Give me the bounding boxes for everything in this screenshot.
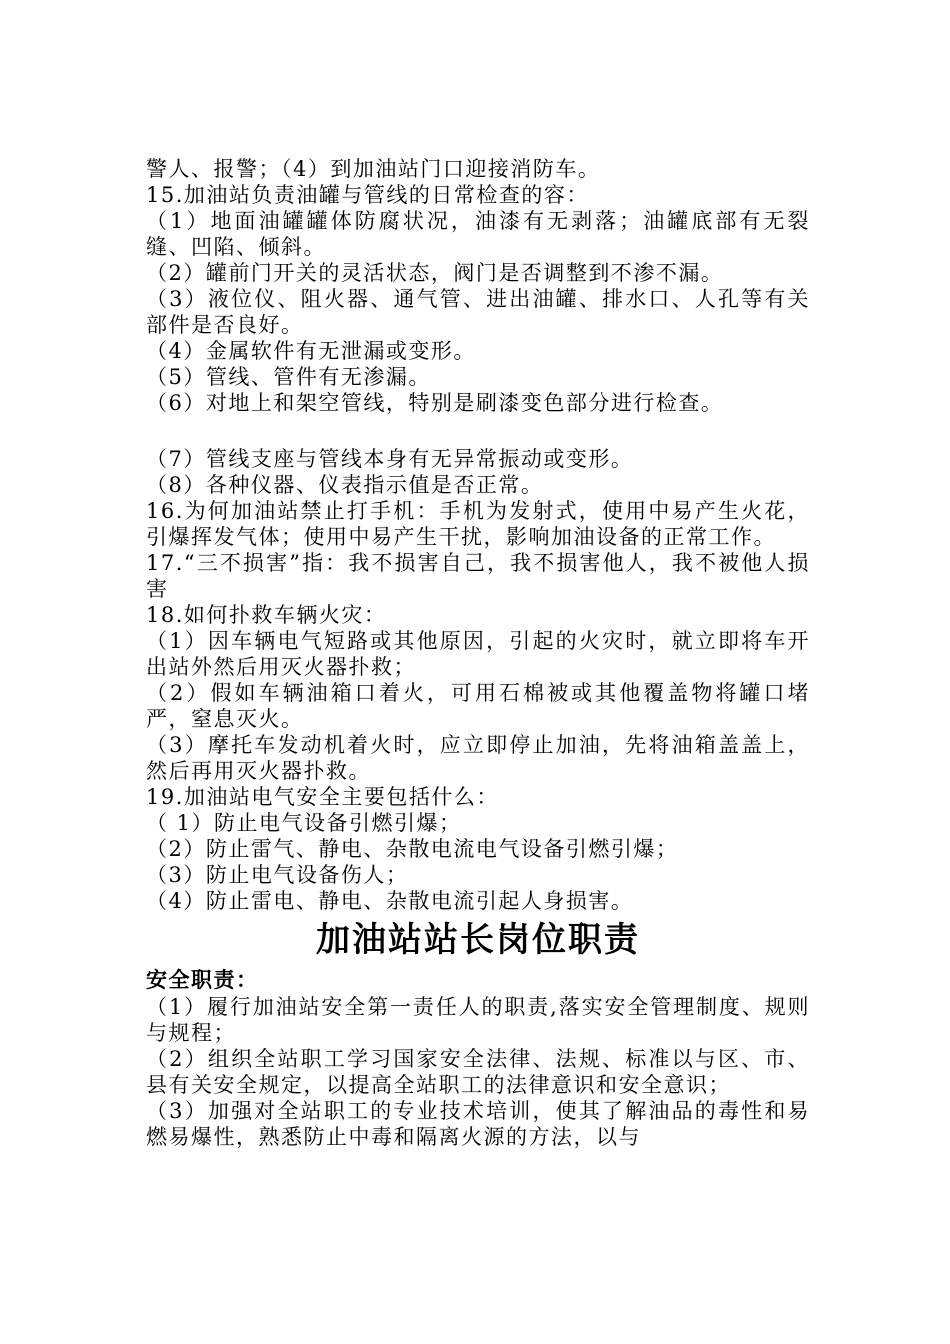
paragraph: （3）加强对全站职工的专业技术培训，使其了解油品的毒性和易燃易爆性，熟悉防止中毒和隔离火源的方法，以与 [146,1099,810,1149]
paragraph: （2）假如车辆油箱口着火，可用石棉被或其他覆盖物将罐口堵严，窒息灭火。 [146,681,810,731]
paragraph-group-b [146,446,810,914]
paragraph: （3）防止电气设备伤人； [146,863,409,887]
paragraph: 18.如何扑救车辆火灾： [146,603,387,627]
subheading: 安全职责： [146,968,259,992]
paragraph: 17.“三不损害”指：我不损害自己，我不损害他人，我不被他人损害 [146,551,810,601]
paragraph: （3）液位仪、阻火器、通气管、进出油罐、排水口、人孔等有关部件是否良好。 [146,287,810,337]
paragraph: （1）因车辆电气短路或其他原因，引起的火灾时，就立即将车开出站外然后用灭火器扑救； [146,629,810,679]
paragraph: （2）防止雷气、静电、杂散电流电气设备引燃引爆； [146,837,679,861]
paragraph: （5）管线、管件有无渗漏。 [146,365,431,389]
paragraph: （4）金属软件有无泄漏或变形。 [146,339,476,363]
paragraph: （8）各种仪器、仪表指示值是否正常。 [146,473,544,497]
paragraph: （1）地面油罐罐体防腐状况，油漆有无剥落；油罐底部有无裂缝、凹陷、倾斜。 [146,209,810,259]
section-title: 加油站站长岗位职责 [316,920,640,960]
paragraph-group-c [146,994,810,1150]
paragraph: （6）对地上和架空管线，特别是刷漆变色部分进行检查。 [146,391,724,415]
blank-line [146,416,810,446]
paragraph: （2）罐前门开关的灵活状态，阀门是否调整到不渗不漏。 [146,261,724,285]
document-page [146,156,810,1150]
paragraph-group-a [146,156,810,416]
paragraph: （ 1）防止电气设备引燃引爆； [146,811,462,835]
paragraph: （2）组织全站职工学习国家安全法律、法规、标准以与区、市、县有关安全规定，以提高全站职工的法律意识和安全意识； [146,1047,810,1097]
paragraph: （3）摩托车发动机着火时，应立即停止加油，先将油箱盖盖上，然后再用灭火器扑救。 [146,733,810,783]
paragraph: 16.为何加油站禁止打手机：手机为发射式，使用中易产生火花，引爆挥发气体；使用中易产生干扰，影响加油设备的正常工作。 [146,499,810,549]
paragraph: （1）履行加油站安全第一责任人的职责,落实安全管理制度、规则与规程； [146,995,810,1045]
paragraph: 15.加油站负责油罐与管线的日常检查的容： [146,183,589,207]
paragraph: （4）防止雷电、静电、杂散电流引起人身损害。 [146,889,634,913]
paragraph: 19.加油站电气安全主要包括什么： [146,785,499,809]
paragraph: （7）管线支座与管线本身有无异常振动或变形。 [146,447,634,471]
paragraph: 警人、报警；（4）到加油站门口迎接消防车。 [146,157,601,181]
